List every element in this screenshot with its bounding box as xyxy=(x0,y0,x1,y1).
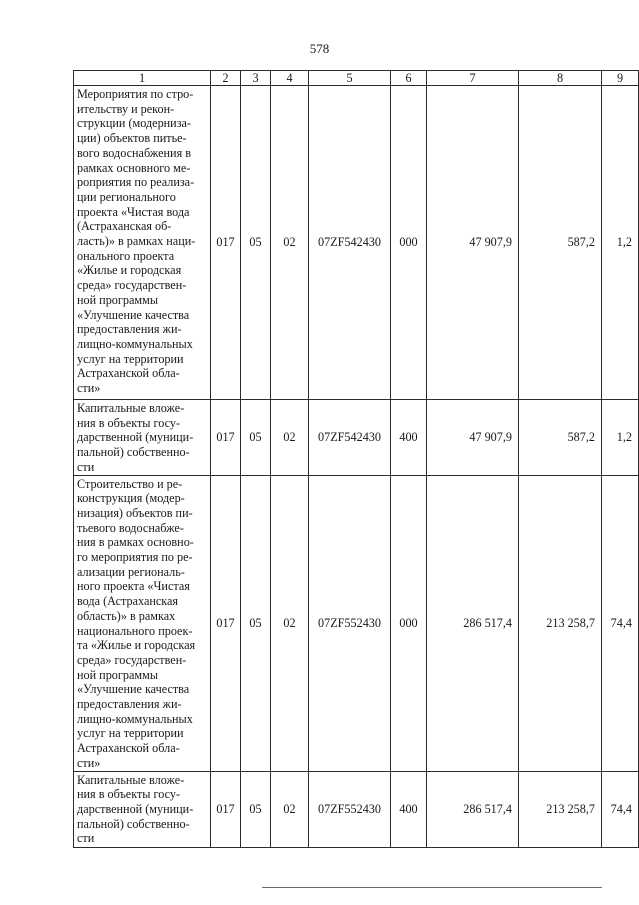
target-article-cell: 07ZF542430 xyxy=(309,86,391,400)
description-line: роприятия по реализа- xyxy=(77,175,195,190)
column-number-cell: 1 xyxy=(74,71,211,86)
planned-amount-cell: 286 517,4 xyxy=(427,771,519,847)
description-line: Астраханской обла- xyxy=(77,741,180,756)
column-number-cell: 5 xyxy=(309,71,391,86)
table-row xyxy=(74,771,639,847)
column-number-cell: 3 xyxy=(241,71,271,86)
subsection-code-cell: 02 xyxy=(271,771,309,847)
description-line: ласть)» в рамках наци- xyxy=(77,234,196,249)
description-cell xyxy=(74,771,211,847)
target-article-cell: 07ZF542430 xyxy=(309,400,391,476)
budget-table xyxy=(73,70,639,848)
description-line: область)» в рамках xyxy=(77,608,176,623)
description-line: предоставления жи- xyxy=(77,322,182,337)
target-article-cell: 07ZF552430 xyxy=(309,475,391,771)
column-number-cell: 7 xyxy=(427,71,519,86)
description-line: сти xyxy=(77,459,95,474)
description-line: сти» xyxy=(77,381,101,396)
description-line: (Астраханская об- xyxy=(77,219,172,234)
description-line: сти» xyxy=(77,755,101,770)
description-line: ного проекта «Чистая xyxy=(77,579,190,594)
description-line: Астраханской обла- xyxy=(77,366,180,381)
table-row xyxy=(74,400,639,476)
description-line: ния в объекты госу- xyxy=(77,415,181,430)
subsection-code-cell: 02 xyxy=(271,475,309,771)
description-line: ния в рамках основно- xyxy=(77,535,194,550)
description-line: сти xyxy=(77,831,95,846)
description-line: ния в объекты госу- xyxy=(77,787,181,802)
description-line: ительству и рекон- xyxy=(77,101,175,116)
ministry-code-cell: 017 xyxy=(211,475,241,771)
table-row xyxy=(74,86,639,400)
description-line: «Жилье и городская xyxy=(77,263,182,278)
description-line: предоставления жи- xyxy=(77,697,182,712)
description-line: конструкция (модер- xyxy=(77,491,185,506)
column-number-cell: 2 xyxy=(211,71,241,86)
description-line: струкции (модерниза- xyxy=(77,116,191,131)
ministry-code-cell: 017 xyxy=(211,86,241,400)
description-cell xyxy=(74,86,211,400)
column-number-row xyxy=(74,71,639,86)
description-line: лищно-коммунальных xyxy=(77,336,193,351)
table-row xyxy=(74,475,639,771)
column-number-cell: 9 xyxy=(602,71,639,86)
description-line: среда» государствен- xyxy=(77,278,187,293)
section-code-cell: 05 xyxy=(241,86,271,400)
description-line: услуг на территории xyxy=(77,351,184,366)
description-line: ной программы xyxy=(77,667,159,682)
section-code-cell: 05 xyxy=(241,475,271,771)
description-line: ной программы xyxy=(77,292,159,307)
subsection-code-cell: 02 xyxy=(271,400,309,476)
description-cell xyxy=(74,475,211,771)
description-line: тьевого водоснабже- xyxy=(77,520,184,535)
description-line: среда» государствен- xyxy=(77,652,187,667)
description-line: Капитальные вложе- xyxy=(77,401,185,415)
description-line: рамках основного ме- xyxy=(77,160,191,175)
expense-type-cell: 000 xyxy=(391,475,427,771)
target-article-cell: 07ZF552430 xyxy=(309,771,391,847)
description-line: «Улучшение качества xyxy=(77,682,190,697)
description-line: вода (Астраханская xyxy=(77,594,179,609)
column-number-cell: 6 xyxy=(391,71,427,86)
description-line: лищно-коммунальных xyxy=(77,711,193,726)
ministry-code-cell: 017 xyxy=(211,400,241,476)
percent-cell: 1,2 xyxy=(602,86,639,400)
description-line: дарственной (муници- xyxy=(77,430,194,445)
description-line: Строительство и ре- xyxy=(77,476,183,491)
percent-cell: 74,4 xyxy=(602,771,639,847)
description-line: вого водоснабжения в xyxy=(77,145,191,160)
actual-amount-cell: 213 258,7 xyxy=(519,771,602,847)
description-line: пальной) собственно- xyxy=(77,816,190,831)
description-line: онального проекта xyxy=(77,248,175,263)
page-number: 578 xyxy=(309,41,330,56)
description-line: пальной) собственно- xyxy=(77,445,190,460)
section-code-cell: 05 xyxy=(241,771,271,847)
column-number-cell: 8 xyxy=(519,71,602,86)
actual-amount-cell: 213 258,7 xyxy=(519,475,602,771)
description-line: национального проек- xyxy=(77,623,193,638)
planned-amount-cell: 286 517,4 xyxy=(427,475,519,771)
description-line: ции регионального xyxy=(77,189,176,204)
description-line: дарственной (муници- xyxy=(77,801,194,816)
expense-type-cell: 400 xyxy=(391,400,427,476)
section-code-cell: 05 xyxy=(241,400,271,476)
description-line: ции) объектов питье- xyxy=(77,131,187,146)
description-cell xyxy=(74,400,211,476)
percent-cell: 1,2 xyxy=(602,400,639,476)
description-line: «Улучшение качества xyxy=(77,307,190,322)
description-line: Мероприятия по стро- xyxy=(77,87,194,101)
planned-amount-cell: 47 907,9 xyxy=(427,400,519,476)
planned-amount-cell: 47 907,9 xyxy=(427,86,519,400)
description-line: проекта «Чистая вода xyxy=(77,204,190,219)
actual-amount-cell: 587,2 xyxy=(519,400,602,476)
description-line: го мероприятия по ре- xyxy=(77,550,193,565)
ministry-code-cell: 017 xyxy=(211,771,241,847)
description-line: та «Жилье и городская xyxy=(77,638,196,653)
description-line: услуг на территории xyxy=(77,726,184,741)
expense-type-cell: 400 xyxy=(391,771,427,847)
description-line: ализации региональ- xyxy=(77,564,185,579)
description-line: низация) объектов пи- xyxy=(77,505,193,520)
description-line: Капитальные вложе- xyxy=(77,772,185,787)
actual-amount-cell: 587,2 xyxy=(519,86,602,400)
expense-type-cell: 000 xyxy=(391,86,427,400)
column-number-cell: 4 xyxy=(271,71,309,86)
bottom-rule xyxy=(262,887,602,888)
percent-cell: 74,4 xyxy=(602,475,639,771)
subsection-code-cell: 02 xyxy=(271,86,309,400)
